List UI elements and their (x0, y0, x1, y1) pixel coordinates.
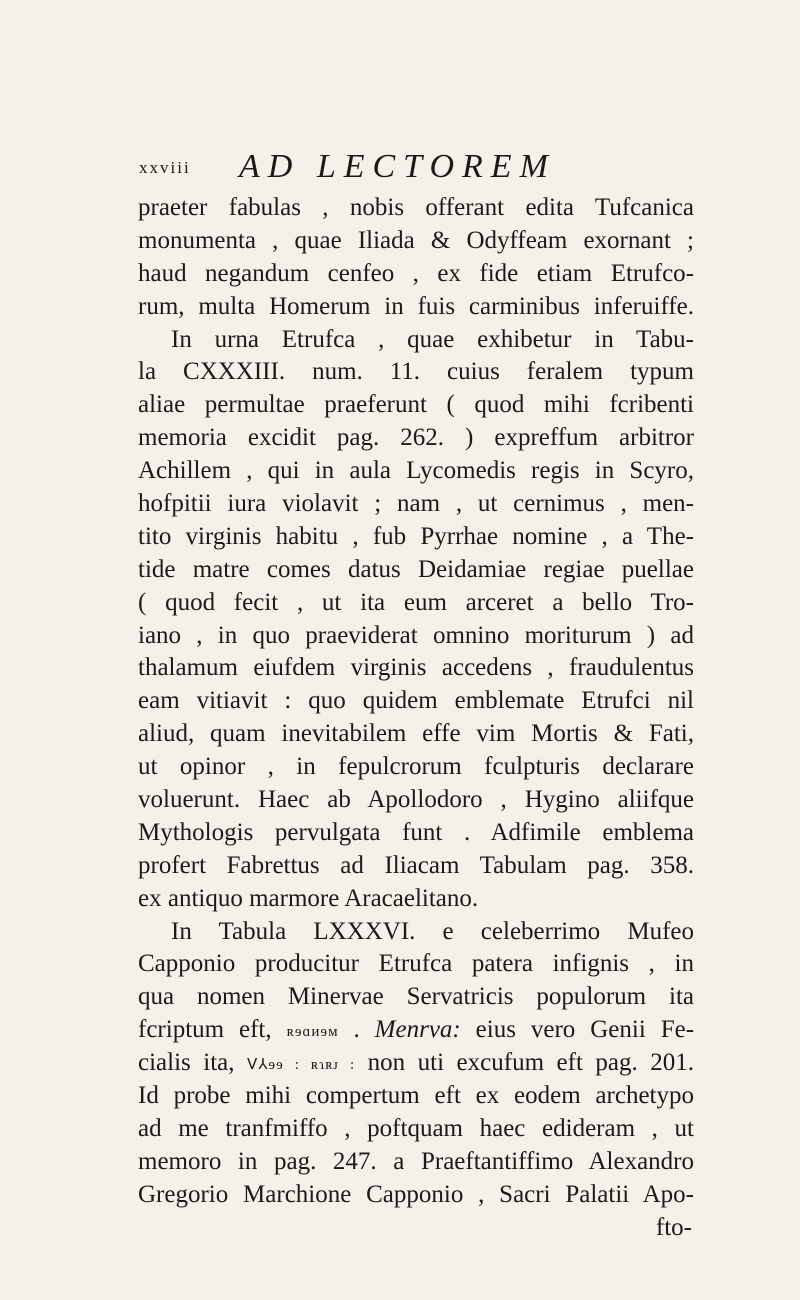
text-line: aliud, quam inevitabilem effe vim Mortis & Fati, (138, 720, 694, 748)
text-line: profert Fabrettus ad Iliacam Tabulam pag. 358. (138, 851, 694, 879)
page-header (139, 148, 699, 188)
folio-number: xxviii (139, 158, 191, 177)
text-line: qua nomen Minervae Servatricis populorum ita (138, 983, 694, 1011)
text-line: memoro in pag. 247. a Praeftantiffimo Alexandro (138, 1147, 694, 1175)
text-line: ( quod fecit , ut ita eum arceret a bello Tro- (138, 588, 694, 616)
text-line: ex antiquo marmore Aracaelitano. (138, 884, 479, 912)
text-line: tito virginis habitu , fub Pyrrhae nomine , a The- (138, 522, 694, 550)
text-line: thalamum eiufdem virginis accedens , fraudulentus (138, 654, 694, 682)
text-line: In urna Etrufca , quae exhibetur in Tabu- (171, 325, 694, 353)
text-line: la CXXXIII. num. 11. cuius feralem typum (138, 358, 694, 386)
text-line: tide matre comes datus Deidamiae regiae puellae (138, 555, 694, 583)
text-line: eam vitiavit : quo quidem emblemate Etrufci nil (138, 687, 694, 715)
italic-name: Menrva: (374, 1016, 461, 1044)
text-line: ut opinor , in fepulcrorum fculpturis declarare (138, 753, 694, 781)
text-line: praeter fabulas , nobis offerant edita Tufcanica (138, 194, 694, 221)
etruscan-inscription: ᐯ⅄ɘɘ : ʀɿʀᴊ : (247, 1057, 356, 1074)
text-line: Capponio producitur Etrufca patera infignis , in (138, 950, 694, 978)
text-line-etruscan (138, 1014, 694, 1047)
running-title: AD LECTOREM (239, 148, 556, 185)
catchword: fto- (655, 1213, 692, 1241)
text-line: Mythologis pervulgata funt . Adfimile emblema (138, 818, 694, 846)
body-text (138, 192, 694, 1245)
text-segment: non uti excufum eft pag. 201. (355, 1049, 694, 1077)
text-segment: eius vero Genii Fe- (460, 1016, 695, 1044)
etruscan-inscription: ʀɘɑиɘм (286, 1024, 339, 1041)
text-line: In Tabula LXXXVI. e celeberrimo Mufeo (171, 917, 694, 945)
text-segment: . (338, 1016, 375, 1044)
text-line: monumenta , quae Iliada & Odyffeam exornant ; (138, 226, 694, 254)
text-line: aliae permultae praeferunt ( quod mihi fcribenti (138, 391, 694, 419)
text-line: Achillem , qui in aula Lycomedis regis in Scyro, (138, 457, 694, 485)
text-segment: fcriptum eft, (138, 1016, 287, 1044)
text-line: Id probe mihi compertum eft ex eodem archetypo (138, 1082, 694, 1110)
text-line-etruscan (138, 1047, 694, 1080)
text-line: hofpitii iura violavit ; nam , ut cernimus , men- (138, 490, 694, 518)
text-line: ad me tranfmiffo , poftquam haec edideram , ut (138, 1114, 694, 1142)
text-line: rum, multa Homerum in fuis carminibus inferuiffe. (138, 292, 694, 320)
text-line: voluerunt. Haec ab Apollodoro , Hygino aliifque (138, 786, 694, 814)
text-segment: cialis ita, (138, 1049, 247, 1077)
text-line: memoria excidit pag. 262. ) expreffum arbitror (138, 424, 694, 452)
text-line: Gregorio Marchione Capponio , Sacri Palatii Apo- (138, 1180, 694, 1208)
text-line: haud negandum cenfeo , ex fide etiam Etrufco- (138, 259, 694, 287)
text-line: iano , in quo praeviderat omnino moriturum ) ad (138, 621, 694, 649)
